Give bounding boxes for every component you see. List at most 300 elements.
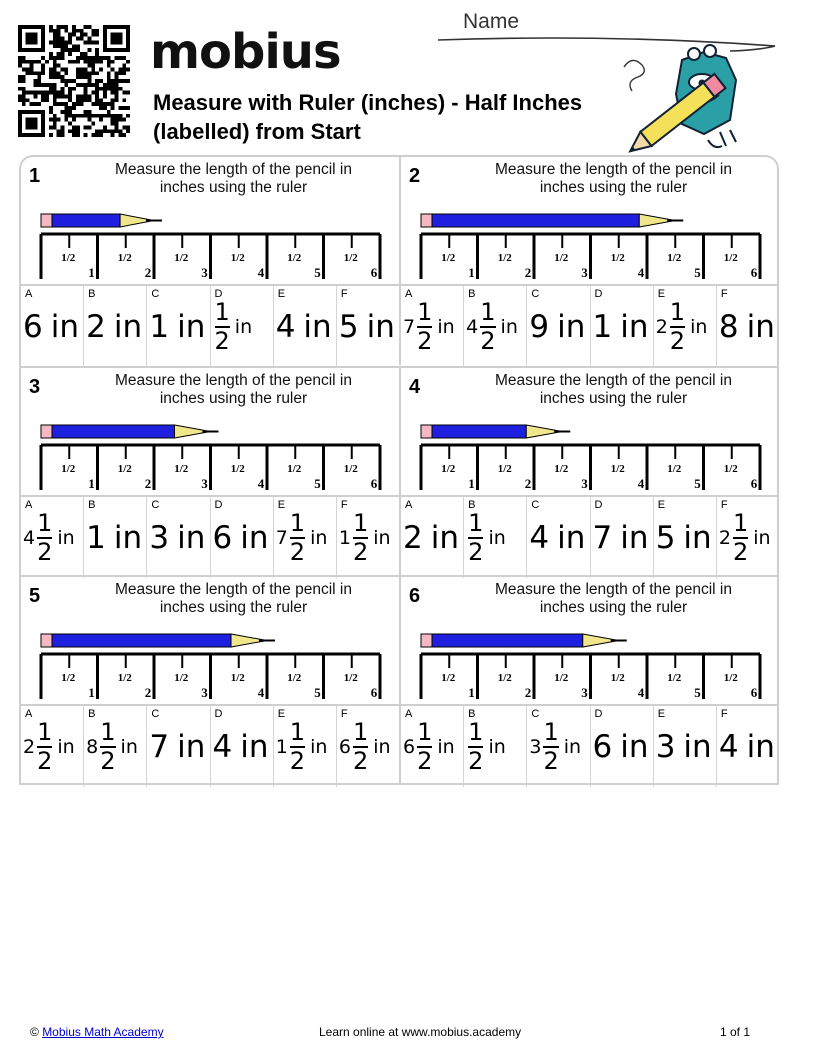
choice-value xyxy=(23,286,83,367)
unit-label: in xyxy=(373,526,391,549)
ruler-half-label: 1/2 xyxy=(554,252,569,264)
choice-value xyxy=(466,497,526,578)
ruler-inch-label: 4 xyxy=(257,476,265,491)
ruler-half-label: 1/2 xyxy=(117,252,132,264)
choice-letter: C xyxy=(531,499,540,511)
ruler-half-label: 1/2 xyxy=(61,252,76,264)
choice-letter: D xyxy=(214,499,223,511)
answer-choice-e[interactable] xyxy=(273,497,336,578)
answer-choices xyxy=(401,284,779,367)
whole-number: 4 xyxy=(212,728,233,765)
choice-value xyxy=(403,286,463,367)
ruler-inch-label: 6 xyxy=(370,476,378,491)
answer-choice-e[interactable] xyxy=(653,286,716,367)
choice-value xyxy=(149,286,209,367)
answer-choice-e[interactable] xyxy=(273,286,336,367)
whole-number: 4 xyxy=(275,308,296,345)
ruler-half-label: 1/2 xyxy=(441,463,456,475)
logo-text: mobius xyxy=(150,24,341,80)
ruler-inch-label: 4 xyxy=(637,685,645,700)
answer-choice-c[interactable] xyxy=(146,706,209,787)
ruler-inch-label: 1 xyxy=(468,685,475,700)
whole-number: 4 xyxy=(466,315,479,338)
choice-value xyxy=(719,286,779,367)
whole-number: 1 xyxy=(592,308,613,345)
pencil-body xyxy=(432,214,639,227)
answer-choice-e[interactable] xyxy=(273,706,336,787)
choice-letter: D xyxy=(214,708,223,720)
answer-choice-b[interactable] xyxy=(83,286,146,367)
choice-value xyxy=(593,706,653,787)
question-prompt: Measure the length of the pencil in inches using the ruler xyxy=(495,161,732,196)
mobius-academy-link[interactable]: Mobius Math Academy xyxy=(42,1025,164,1039)
choice-value xyxy=(529,497,589,578)
answer-choice-c[interactable] xyxy=(526,286,589,367)
whole-number: 7 xyxy=(403,315,416,338)
ruler-half-label: 1/2 xyxy=(61,463,76,475)
pencil-body xyxy=(432,634,583,647)
unit-label: in xyxy=(177,308,206,345)
page-title: Measure with Ruler (inches) - Half Inches (labelled) from Start xyxy=(153,90,583,144)
answer-choice-b[interactable] xyxy=(83,706,146,787)
unit-label: in xyxy=(683,519,712,556)
question-prompt: Measure the length of the pencil in inches using the ruler xyxy=(495,372,732,407)
whole-number: 6 xyxy=(592,728,613,765)
unit-label: in xyxy=(310,526,328,549)
page-number: 1 of 1 xyxy=(720,1025,751,1039)
choice-letter: E xyxy=(277,499,286,511)
footer-center-text: Learn online at www.mobius.academy xyxy=(319,1025,522,1039)
unit-label: in xyxy=(50,308,79,345)
choice-letter: F xyxy=(340,288,348,300)
answer-choice-a[interactable] xyxy=(21,286,83,367)
pencil-eraser xyxy=(41,214,52,227)
choice-value xyxy=(339,286,399,367)
ruler-inch-label: 3 xyxy=(201,265,208,280)
answer-choice-b[interactable] xyxy=(463,706,526,787)
unit-label: in xyxy=(488,526,506,549)
fraction: $\frac{1}{2}$ xyxy=(289,508,306,566)
ruler-half-label: 1/2 xyxy=(343,463,358,475)
unit-label: in xyxy=(620,519,649,556)
answer-choice-f[interactable] xyxy=(716,497,779,578)
ruler-half-label: 1/2 xyxy=(230,463,245,475)
whole-number: 5 xyxy=(338,308,359,345)
ruler-half-label: 1/2 xyxy=(441,672,456,684)
ruler-inch-label: 4 xyxy=(637,265,645,280)
choice-letter: B xyxy=(88,288,96,300)
answer-choice-a[interactable] xyxy=(21,706,83,787)
ruler-inch-label: 1 xyxy=(88,476,95,491)
choice-letter: C xyxy=(531,288,540,300)
whole-number: 1 xyxy=(86,519,106,556)
pencil-eraser xyxy=(41,425,52,438)
qr-code xyxy=(18,25,130,137)
unit-label: in xyxy=(557,308,586,345)
choice-value xyxy=(86,497,146,578)
fraction: $\frac{1}{2}$ xyxy=(37,717,53,775)
ruler-inch-label: 2 xyxy=(524,476,532,491)
choice-letter: E xyxy=(657,708,666,720)
ruler-half-label: 1/2 xyxy=(287,463,302,475)
unit-label: in xyxy=(113,519,143,556)
whole-number: 6 xyxy=(338,735,351,758)
answer-choice-e[interactable] xyxy=(653,497,716,578)
unit-label: in xyxy=(234,315,253,338)
ruler-inch-label: 2 xyxy=(144,476,152,491)
choice-value xyxy=(656,497,716,578)
choice-value xyxy=(656,706,716,787)
unit-label: in xyxy=(113,308,143,345)
choice-value xyxy=(86,286,146,367)
ruler-inch-label: 6 xyxy=(370,265,378,280)
ruler-inch-label: 6 xyxy=(750,476,758,491)
answer-choice-d[interactable] xyxy=(590,706,653,787)
choice-value xyxy=(339,497,399,578)
pencil-eraser xyxy=(41,634,52,647)
answer-choice-f[interactable] xyxy=(336,706,399,787)
fraction: $\frac{1}{2}$ xyxy=(37,508,53,566)
ruler-half-label: 1/2 xyxy=(117,672,132,684)
unit-label: in xyxy=(240,519,269,556)
choice-value xyxy=(149,497,209,578)
pencil-eraser xyxy=(421,425,432,438)
fraction: $\frac{1}{2}$ xyxy=(352,717,369,775)
worksheet-grid xyxy=(19,155,779,785)
choice-letter: A xyxy=(25,288,33,300)
unit-label: in xyxy=(120,735,138,758)
fraction: $\frac{1}{2}$ xyxy=(100,717,116,775)
unit-label: in xyxy=(177,519,206,556)
whole-number: 6 xyxy=(23,308,43,345)
unit-label: in xyxy=(690,315,708,338)
unit-label: in xyxy=(620,308,649,345)
mobius-logo xyxy=(150,24,341,80)
question-number: 1 xyxy=(29,165,41,187)
choice-value xyxy=(86,706,146,787)
answer-choices xyxy=(401,495,779,578)
ruler-inch-label: 5 xyxy=(314,265,321,280)
pencil-eraser xyxy=(421,634,432,647)
ruler-half-label: 1/2 xyxy=(723,252,738,264)
ruler-half-label: 1/2 xyxy=(497,463,512,475)
choice-value xyxy=(276,286,336,367)
pencil-ruler-figure xyxy=(401,621,779,703)
choice-value xyxy=(593,497,653,578)
ruler-inch-label: 1 xyxy=(88,265,95,280)
unit-label: in xyxy=(557,519,586,556)
answer-choice-b[interactable] xyxy=(463,286,526,367)
fraction: $\frac{1}{2}$ xyxy=(214,297,230,355)
whole-number: 5 xyxy=(655,519,676,556)
answer-choice-d[interactable] xyxy=(590,497,653,578)
answer-choice-a[interactable] xyxy=(21,497,83,578)
ruler-half-label: 1/2 xyxy=(343,672,358,684)
pencil-ruler-figure xyxy=(21,412,399,494)
unit-label: in xyxy=(57,735,75,758)
unit-label: in xyxy=(177,728,206,765)
ruler-half-label: 1/2 xyxy=(287,252,302,264)
unit-label: in xyxy=(753,526,771,549)
choice-value xyxy=(403,706,463,787)
unit-label: in xyxy=(366,308,395,345)
choice-letter: A xyxy=(405,708,413,720)
unit-label: in xyxy=(437,735,455,758)
answer-choice-e[interactable] xyxy=(653,706,716,787)
ruler-inch-label: 2 xyxy=(524,265,532,280)
answer-choice-f[interactable] xyxy=(716,286,779,367)
ruler-inch-label: 5 xyxy=(314,476,321,491)
choice-value xyxy=(656,286,716,367)
choice-value xyxy=(276,706,336,787)
answer-choice-c[interactable] xyxy=(146,497,209,578)
choice-letter: D xyxy=(594,499,603,511)
choice-value xyxy=(719,706,779,787)
ruler-half-label: 1/2 xyxy=(723,463,738,475)
answer-choices xyxy=(21,495,399,578)
pencil-body xyxy=(52,425,175,438)
question-panel-3 xyxy=(21,366,399,576)
ruler-inch-label: 5 xyxy=(314,685,321,700)
ruler-half-label: 1/2 xyxy=(667,463,682,475)
answer-choice-c[interactable] xyxy=(146,286,209,367)
unit-label: in xyxy=(437,315,455,338)
ruler-half-label: 1/2 xyxy=(667,672,682,684)
ruler-half-label: 1/2 xyxy=(554,463,569,475)
answer-choice-c[interactable] xyxy=(526,706,589,787)
choice-letter: C xyxy=(151,499,160,511)
whole-number: 2 xyxy=(403,519,423,556)
ruler-half-label: 1/2 xyxy=(61,672,76,684)
ruler-half-label: 1/2 xyxy=(174,672,189,684)
choice-value xyxy=(529,286,589,367)
pencil-body xyxy=(432,425,526,438)
whole-number: 2 xyxy=(718,526,731,549)
ruler-half-label: 1/2 xyxy=(117,463,132,475)
choice-value xyxy=(23,706,83,787)
pencil-eraser xyxy=(421,214,432,227)
choice-letter: C xyxy=(151,708,160,720)
ruler-inch-label: 3 xyxy=(581,476,588,491)
whole-number: 1 xyxy=(275,735,288,758)
choice-value xyxy=(593,286,653,367)
ruler-inch-label: 1 xyxy=(88,685,95,700)
whole-number: 4 xyxy=(718,728,739,765)
whole-number: 2 xyxy=(655,315,668,338)
ruler-half-label: 1/2 xyxy=(723,672,738,684)
choice-value xyxy=(339,706,399,787)
choice-value xyxy=(213,497,273,578)
pencil-mascot-illustration xyxy=(612,42,752,154)
choice-value xyxy=(719,497,779,578)
answer-choice-f[interactable] xyxy=(336,497,399,578)
choice-letter: D xyxy=(594,288,603,300)
answer-choice-d[interactable] xyxy=(210,286,273,367)
choice-letter: C xyxy=(531,708,540,720)
choice-value xyxy=(529,706,589,787)
whole-number: 6 xyxy=(212,519,233,556)
choice-value xyxy=(213,286,273,367)
fraction: $\frac{1}{2}$ xyxy=(289,717,306,775)
choice-value xyxy=(466,286,526,367)
choice-letter: B xyxy=(468,288,476,300)
choice-value xyxy=(276,497,336,578)
question-prompt: Measure the length of the pencil in inches using the ruler xyxy=(115,581,352,616)
unit-label: in xyxy=(746,728,775,765)
whole-number: 8 xyxy=(718,308,739,345)
question-number: 4 xyxy=(409,376,421,398)
whole-number: 3 xyxy=(149,519,170,556)
choice-value xyxy=(213,706,273,787)
ruler-half-label: 1/2 xyxy=(667,252,682,264)
ruler-inch-label: 1 xyxy=(468,476,475,491)
fraction: $\frac{1}{2}$ xyxy=(352,508,369,566)
question-number: 2 xyxy=(409,165,421,187)
name-label: Name xyxy=(463,10,520,33)
choice-value xyxy=(23,497,83,578)
ruler-half-label: 1/2 xyxy=(230,252,245,264)
answer-choice-f[interactable] xyxy=(716,706,779,787)
choice-letter: B xyxy=(88,499,96,511)
question-number: 3 xyxy=(29,376,41,398)
ruler-inch-label: 5 xyxy=(694,476,701,491)
ruler-half-label: 1/2 xyxy=(230,672,245,684)
whole-number: 1 xyxy=(149,308,170,345)
whole-number: 6 xyxy=(403,735,416,758)
answer-choices xyxy=(21,704,399,787)
ruler-half-label: 1/2 xyxy=(610,672,625,684)
whole-number: 8 xyxy=(86,735,99,758)
ruler-inch-label: 3 xyxy=(201,476,208,491)
pencil-ruler-figure xyxy=(401,201,779,283)
fraction: $\frac{1}{2}$ xyxy=(468,717,484,775)
whole-number: 3 xyxy=(655,728,676,765)
ruler-inch-label: 3 xyxy=(581,265,588,280)
fraction: $\frac{1}{2}$ xyxy=(480,297,496,355)
question-prompt: Measure the length of the pencil in inches using the ruler xyxy=(495,581,732,616)
whole-number: 7 xyxy=(149,728,170,765)
ruler-inch-label: 3 xyxy=(581,685,588,700)
ruler-half-label: 1/2 xyxy=(554,672,569,684)
answer-choices xyxy=(21,284,399,367)
question-panel-1 xyxy=(21,157,399,365)
whole-number: 3 xyxy=(529,735,542,758)
unit-label: in xyxy=(683,728,712,765)
ruler-inch-label: 1 xyxy=(468,265,475,280)
choice-letter: D xyxy=(594,708,603,720)
whole-number: 9 xyxy=(529,308,550,345)
whole-number: 2 xyxy=(86,308,106,345)
whole-number: 4 xyxy=(23,526,36,549)
choice-letter: A xyxy=(25,499,33,511)
unit-label: in xyxy=(500,315,518,338)
ruler-half-label: 1/2 xyxy=(610,252,625,264)
whole-number: 1 xyxy=(338,526,351,549)
whole-number: 2 xyxy=(23,735,36,758)
question-panel-5 xyxy=(21,575,399,785)
choice-letter: F xyxy=(340,708,348,720)
ruler-inch-label: 2 xyxy=(524,685,532,700)
question-panel-2 xyxy=(399,157,779,365)
choice-letter: B xyxy=(468,499,476,511)
pencil-body xyxy=(52,214,120,227)
answer-choice-d[interactable] xyxy=(210,497,273,578)
choice-letter: D xyxy=(214,288,223,300)
choice-letter: E xyxy=(277,708,286,720)
whole-number: 7 xyxy=(592,519,613,556)
fraction: $\frac{1}{2}$ xyxy=(732,508,749,566)
unit-label: in xyxy=(488,735,506,758)
ruler-inch-label: 6 xyxy=(750,265,758,280)
unit-label: in xyxy=(620,728,649,765)
unit-label: in xyxy=(240,728,269,765)
answer-choice-a[interactable] xyxy=(401,706,463,787)
answer-choice-d[interactable] xyxy=(590,286,653,367)
choice-letter: A xyxy=(405,288,413,300)
choice-letter: E xyxy=(657,499,666,511)
unit-label: in xyxy=(57,526,75,549)
ruler-half-label: 1/2 xyxy=(497,252,512,264)
question-panel-4 xyxy=(399,366,779,576)
answer-choice-b[interactable] xyxy=(83,497,146,578)
choice-letter: B xyxy=(88,708,96,720)
choice-value xyxy=(149,706,209,787)
choice-value xyxy=(466,706,526,787)
ruler-half-label: 1/2 xyxy=(174,252,189,264)
ruler-half-label: 1/2 xyxy=(441,252,456,264)
fraction: $\frac{1}{2}$ xyxy=(468,508,484,566)
answer-choice-f[interactable] xyxy=(336,286,399,367)
ruler-inch-label: 3 xyxy=(201,685,208,700)
answer-choice-a[interactable] xyxy=(401,497,463,578)
choice-letter: C xyxy=(151,288,160,300)
ruler-inch-label: 4 xyxy=(257,685,265,700)
fraction: $\frac{1}{2}$ xyxy=(669,297,686,355)
ruler-half-label: 1/2 xyxy=(610,463,625,475)
question-number: 6 xyxy=(409,585,421,607)
unit-label: in xyxy=(746,308,775,345)
unit-label: in xyxy=(310,735,328,758)
unit-label: in xyxy=(303,308,332,345)
ruler-half-label: 1/2 xyxy=(497,672,512,684)
footer-copyright: © Mobius Math Academy xyxy=(30,1025,164,1039)
pencil-body xyxy=(52,634,231,647)
unit-label: in xyxy=(373,735,391,758)
pencil-ruler-figure xyxy=(21,621,399,703)
choice-letter: B xyxy=(468,708,476,720)
fraction: $\frac{1}{2}$ xyxy=(417,717,433,775)
answer-choice-c[interactable] xyxy=(526,497,589,578)
question-prompt: Measure the length of the pencil in inches using the ruler xyxy=(115,372,352,407)
answer-choice-b[interactable] xyxy=(463,497,526,578)
question-number: 5 xyxy=(29,585,41,607)
fraction: $\frac{1}{2}$ xyxy=(543,717,559,775)
whole-number: 4 xyxy=(529,519,550,556)
whole-number: 7 xyxy=(275,526,288,549)
ruler-inch-label: 2 xyxy=(144,685,152,700)
choice-letter: F xyxy=(340,499,348,511)
ruler-half-label: 1/2 xyxy=(287,672,302,684)
ruler-half-label: 1/2 xyxy=(343,252,358,264)
choice-letter: A xyxy=(25,708,33,720)
question-panel-6 xyxy=(399,575,779,785)
ruler-inch-label: 4 xyxy=(257,265,265,280)
answer-choice-d[interactable] xyxy=(210,706,273,787)
answer-choice-a[interactable] xyxy=(401,286,463,367)
question-prompt: Measure the length of the pencil in inches using the ruler xyxy=(115,161,352,196)
unit-label: in xyxy=(563,735,582,758)
ruler-inch-label: 2 xyxy=(144,265,152,280)
